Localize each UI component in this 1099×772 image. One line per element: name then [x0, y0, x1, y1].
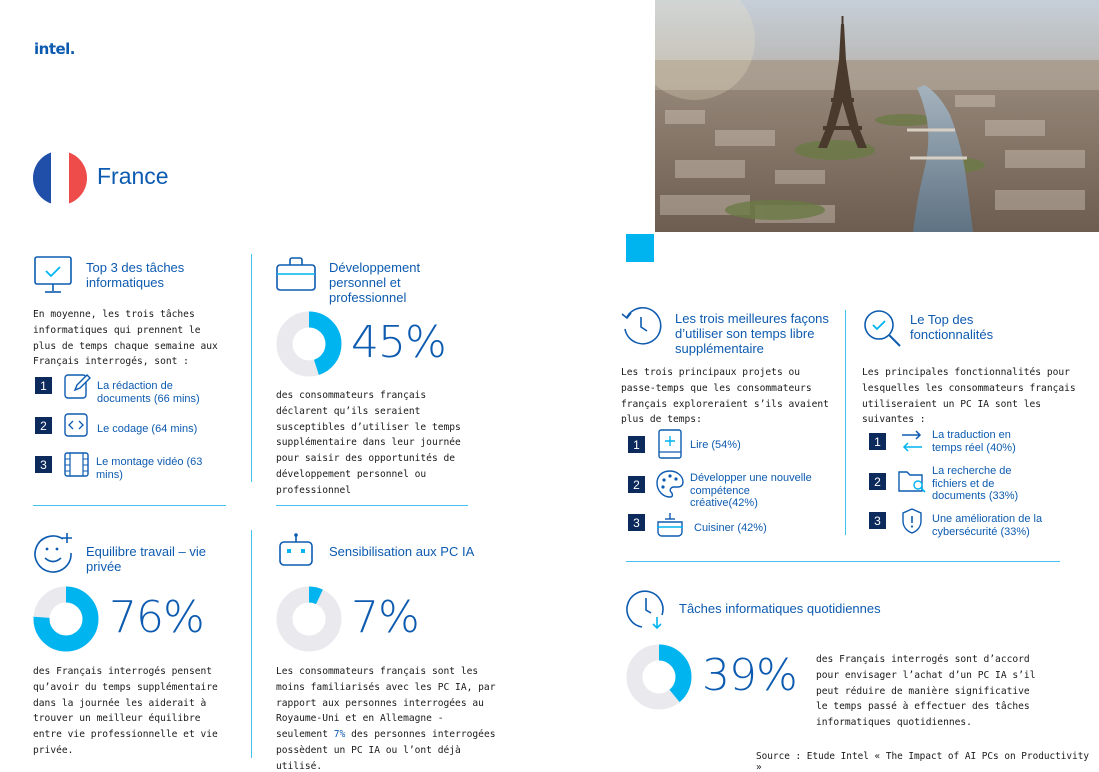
folder-search-icon [897, 467, 927, 495]
freetime-item-1-label: Lire (54%) [690, 439, 741, 451]
divider-v-right [845, 310, 846, 535]
divider-v-left-bottom [251, 530, 252, 758]
daily-donut-chart [626, 644, 692, 710]
dev-donut-chart [276, 311, 342, 377]
cooking-pot-icon [655, 510, 685, 538]
translate-arrows-icon [899, 428, 925, 454]
dev-percent: 45% [351, 317, 446, 368]
freetime-item-3-label: Cuisiner (42%) [694, 522, 767, 534]
dev-title: Développement personnel et professionnel [329, 260, 421, 305]
top3-num-2: 2 [35, 417, 52, 434]
paris-photo [655, 0, 1099, 232]
pencil-icon [63, 372, 91, 400]
clock-history-icon [620, 305, 662, 347]
clock-download-icon [626, 589, 668, 631]
features-num-2: 2 [869, 473, 886, 490]
top3-item-3-label: Le montage vidéo (63 mins) [96, 456, 203, 481]
awareness-percent: 7% [351, 592, 419, 643]
daily-percent: 39% [702, 650, 797, 701]
freetime-title: Les trois meilleures façons d’utiliser son temps libre supplémentaire [675, 311, 829, 356]
features-item-2-label: La recherche de fichiers et de documents (33%) [932, 465, 1019, 502]
top3-num-3: 3 [35, 456, 52, 473]
code-icon [64, 413, 88, 437]
daily-title: Tâches informatiques quotidiennes [679, 601, 881, 616]
robot-icon [278, 532, 314, 568]
freetime-intro: Les trois principaux projets ou passe-temps que les consommateurs français exploreraient s’ils avaient plus de temps: [621, 367, 829, 426]
balance-percent: 76% [109, 592, 204, 643]
awareness-text-b: des personnes interrogées possèdent un PC IA ou l’ont déjà utilisé. [276, 729, 496, 772]
freetime-num-1: 1 [628, 436, 645, 453]
shield-icon [901, 507, 923, 535]
monitor-check-icon [33, 255, 73, 295]
features-intro: Les principales fonctionnalités pour lesquelles les consommateurs français utiliseraient un PC IA sont les suivantes : [862, 367, 1076, 426]
country-title: France [97, 163, 169, 189]
balance-donut-chart [33, 586, 99, 652]
divider-h-right [626, 561, 1060, 562]
france-flag-icon [33, 151, 87, 205]
briefcase-icon [276, 256, 316, 292]
awareness-text [276, 664, 501, 772]
accent-square [626, 234, 654, 262]
top3-item-1-label: La rédaction de documents (66 mins) [97, 380, 200, 405]
freetime-item-2-label: Développer une nouvelle compétence créative(42%) [690, 472, 812, 509]
awareness-text-highlight: 7% [333, 729, 346, 741]
book-icon [657, 428, 683, 460]
awareness-donut-chart [276, 586, 342, 652]
features-item-1-label: La traduction en temps réel (40%) [932, 429, 1016, 454]
freetime-num-3: 3 [628, 514, 645, 531]
daily-text: des Français interrogés sont d’accord pour envisager l’achat d’un PC IA s’il peut réduire de manière significative le temps passé à effectuer des tâches informatiques quotidiennes. [816, 654, 1036, 729]
features-item-3-label: Une amélioration de la cybersécurité (33%) [932, 513, 1043, 538]
features-num-3: 3 [869, 512, 886, 529]
divider-h-mid [276, 505, 468, 506]
palette-icon [655, 469, 685, 499]
awareness-title: Sensibilisation aux PC IA [329, 544, 475, 559]
features-num-1: 1 [869, 433, 886, 450]
smile-plus-icon [33, 531, 75, 573]
source-note: Source : Etude Intel « The Impact of AI PCs on Productivity » [756, 751, 1090, 772]
awareness-text-a: Les consommateurs français sont les moins familiarisés avec les PC IA, par rapport aux personnes interrogées au Royaume-Uni et en Allemagne - seulement [276, 666, 496, 741]
divider-v-left-top [251, 254, 252, 482]
magnifier-check-icon [862, 308, 904, 350]
top3-intro: En moyenne, les trois tâches informatiques qui prennent le plus de temps chaque semaine aux Français interrogés, sont : [33, 309, 218, 368]
divider-h-left [33, 505, 226, 506]
top3-item-2-label: Le codage (64 mins) [97, 423, 198, 435]
intel-logo: intel. [34, 40, 76, 58]
freetime-num-2: 2 [628, 476, 645, 493]
film-icon [64, 452, 89, 477]
balance-title: Equilibre travail – vie privée [86, 544, 206, 574]
dev-text: des consommateurs français déclarent qu’ils seraient susceptibles d’utiliser le temps supplémentaire dans leur journée pour saisir des opportunités de développement personnel ou professionnel [276, 390, 461, 496]
top3-title: Top 3 des tâches informatiques [86, 260, 185, 290]
balance-text: des Français interrogés pensent qu’avoir du temps supplémentaire dans la journée les aiderait à trouver un meilleur équilibre entre vie professionnelle et vie privée. [33, 666, 218, 756]
top3-num-1: 1 [35, 377, 52, 394]
features-title: Le Top des fonctionnalités [910, 312, 994, 342]
